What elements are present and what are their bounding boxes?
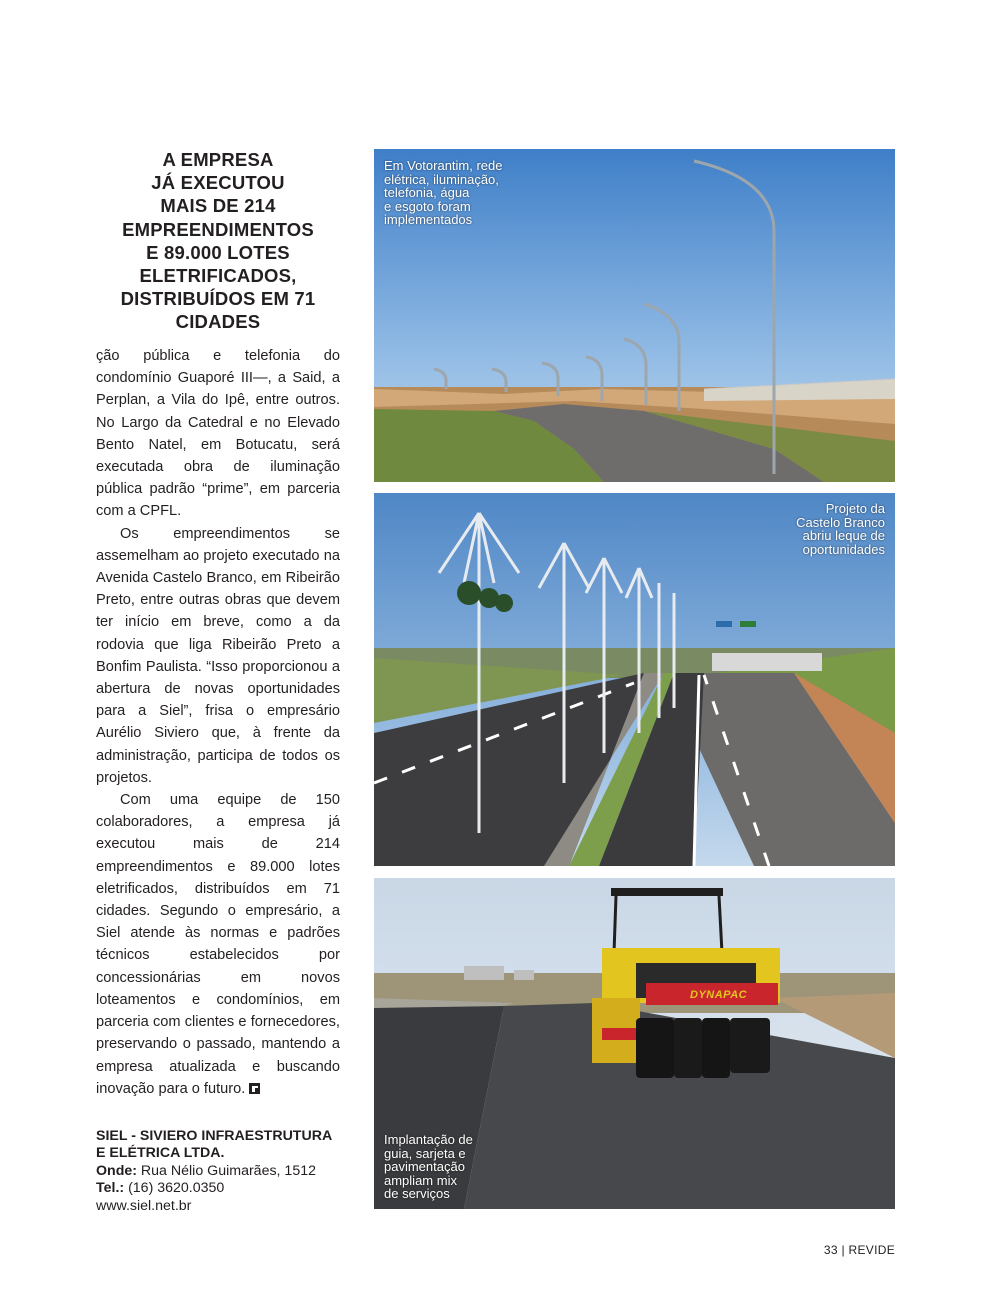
caption-line: Implantação de xyxy=(384,1132,473,1147)
headline-line: CIDADES xyxy=(175,311,261,333)
headline-line: E 89.000 LOTES xyxy=(146,241,290,263)
caption-line: Em Votorantim, rede xyxy=(384,158,503,173)
caption-line: Castelo Branco xyxy=(796,514,885,530)
page-number: 33 xyxy=(823,1243,838,1257)
article-paragraph: ção pública e telefonia do condomínio Guaporé III—, a Said, a Perplan, a Vila do Ipê, entre outros. No Largo da Catedral e no Elevado Bento Natel, em Botucatu, será executada obra de iluminação pública padrão “prime”, em parceria com a CPFL. xyxy=(96,348,340,520)
headline-line: JÁ EXECUTOU xyxy=(151,172,285,194)
phone-value: (16) 3620.0350 xyxy=(124,1180,225,1197)
phone-line xyxy=(96,1180,356,1197)
article-end-mark-icon xyxy=(249,1083,260,1094)
roller-brand-label: DYNAPAC xyxy=(690,989,748,1001)
footer-separator: | xyxy=(841,1243,845,1257)
caption-line: de serviços xyxy=(384,1186,450,1201)
caption-line: pavimentação xyxy=(384,1159,465,1174)
photo-castelo-branco xyxy=(374,493,895,866)
headline xyxy=(96,148,340,334)
photo-road-roller xyxy=(374,878,895,1209)
headline-line: A EMPRESA xyxy=(162,149,274,170)
address-value: Rua Nélio Guimarães, 1512 xyxy=(136,1162,316,1179)
article-body xyxy=(96,345,340,1100)
headline-line: ELETRIFICADOS, xyxy=(139,265,297,287)
caption-line: implementados xyxy=(384,212,473,227)
photo-votorantim-caption xyxy=(384,159,503,227)
photo-castelo-branco-caption xyxy=(796,502,885,556)
article-paragraph-text: Com uma equipe de 150 colaboradores, a empresa já executou mais de 214 empreendimentos e 89.000 lotes eletrificados, distribuídos em 71 cidades. Segundo o empresário, a Siel atende às normas e padrões técnicos estabelecidos por concessionárias em novos loteamentos e condomínios, em parceria com clientes e fornecedores, preservando o passado, mantendo a empresa atualizada e buscando inovação para o futuro. xyxy=(96,792,340,1097)
page-footer xyxy=(824,1243,895,1257)
caption-line: ampliam mix xyxy=(384,1172,457,1188)
magazine-name: REVIDE xyxy=(848,1243,895,1257)
photo-votorantim xyxy=(374,149,895,482)
company-name-line1: SIEL - SIVIERO INFRAESTRUTURA xyxy=(96,1128,333,1144)
address-line xyxy=(96,1163,356,1180)
article-paragraph: Os empreendimentos se assemelham ao projeto executado na Avenida Castelo Branco, em Ribeirão Preto, entre outras obras que devem ter início em breve, como a da rodovia que liga Ribeirão Preto a Bonfim Paulista. “Isso proporcionou a abertura de novas oportunidades para a Siel”, frisa o empresário Aurélio Siviero que, à frente da administração, participa de todos os projetos. xyxy=(96,525,340,786)
caption-line: Projeto da xyxy=(825,501,885,516)
caption-line: e esgoto foram xyxy=(384,198,471,214)
website-link[interactable]: www.siel.net.br xyxy=(96,1197,192,1214)
caption-line: elétrica, iluminação, xyxy=(384,171,499,187)
caption-line: abriu leque de xyxy=(802,528,885,543)
caption-line: guia, sarjeta e xyxy=(384,1145,466,1161)
headline-line: EMPREENDIMENTOS xyxy=(122,218,314,240)
caption-line: oportunidades xyxy=(802,541,885,557)
address-label: Onde: xyxy=(96,1162,137,1179)
caption-line: telefonia, água xyxy=(384,185,470,200)
photo-road-roller-caption xyxy=(384,1133,473,1201)
headline-line: MAIS DE 214 xyxy=(160,195,276,217)
contact-info xyxy=(96,1128,356,1215)
headline-line: DISTRIBUÍDOS EM 71 xyxy=(120,288,316,310)
phone-label: Tel.: xyxy=(96,1180,125,1197)
article-paragraph xyxy=(96,789,340,1100)
company-name-line2: E ELÉTRICA LTDA. xyxy=(96,1145,225,1162)
